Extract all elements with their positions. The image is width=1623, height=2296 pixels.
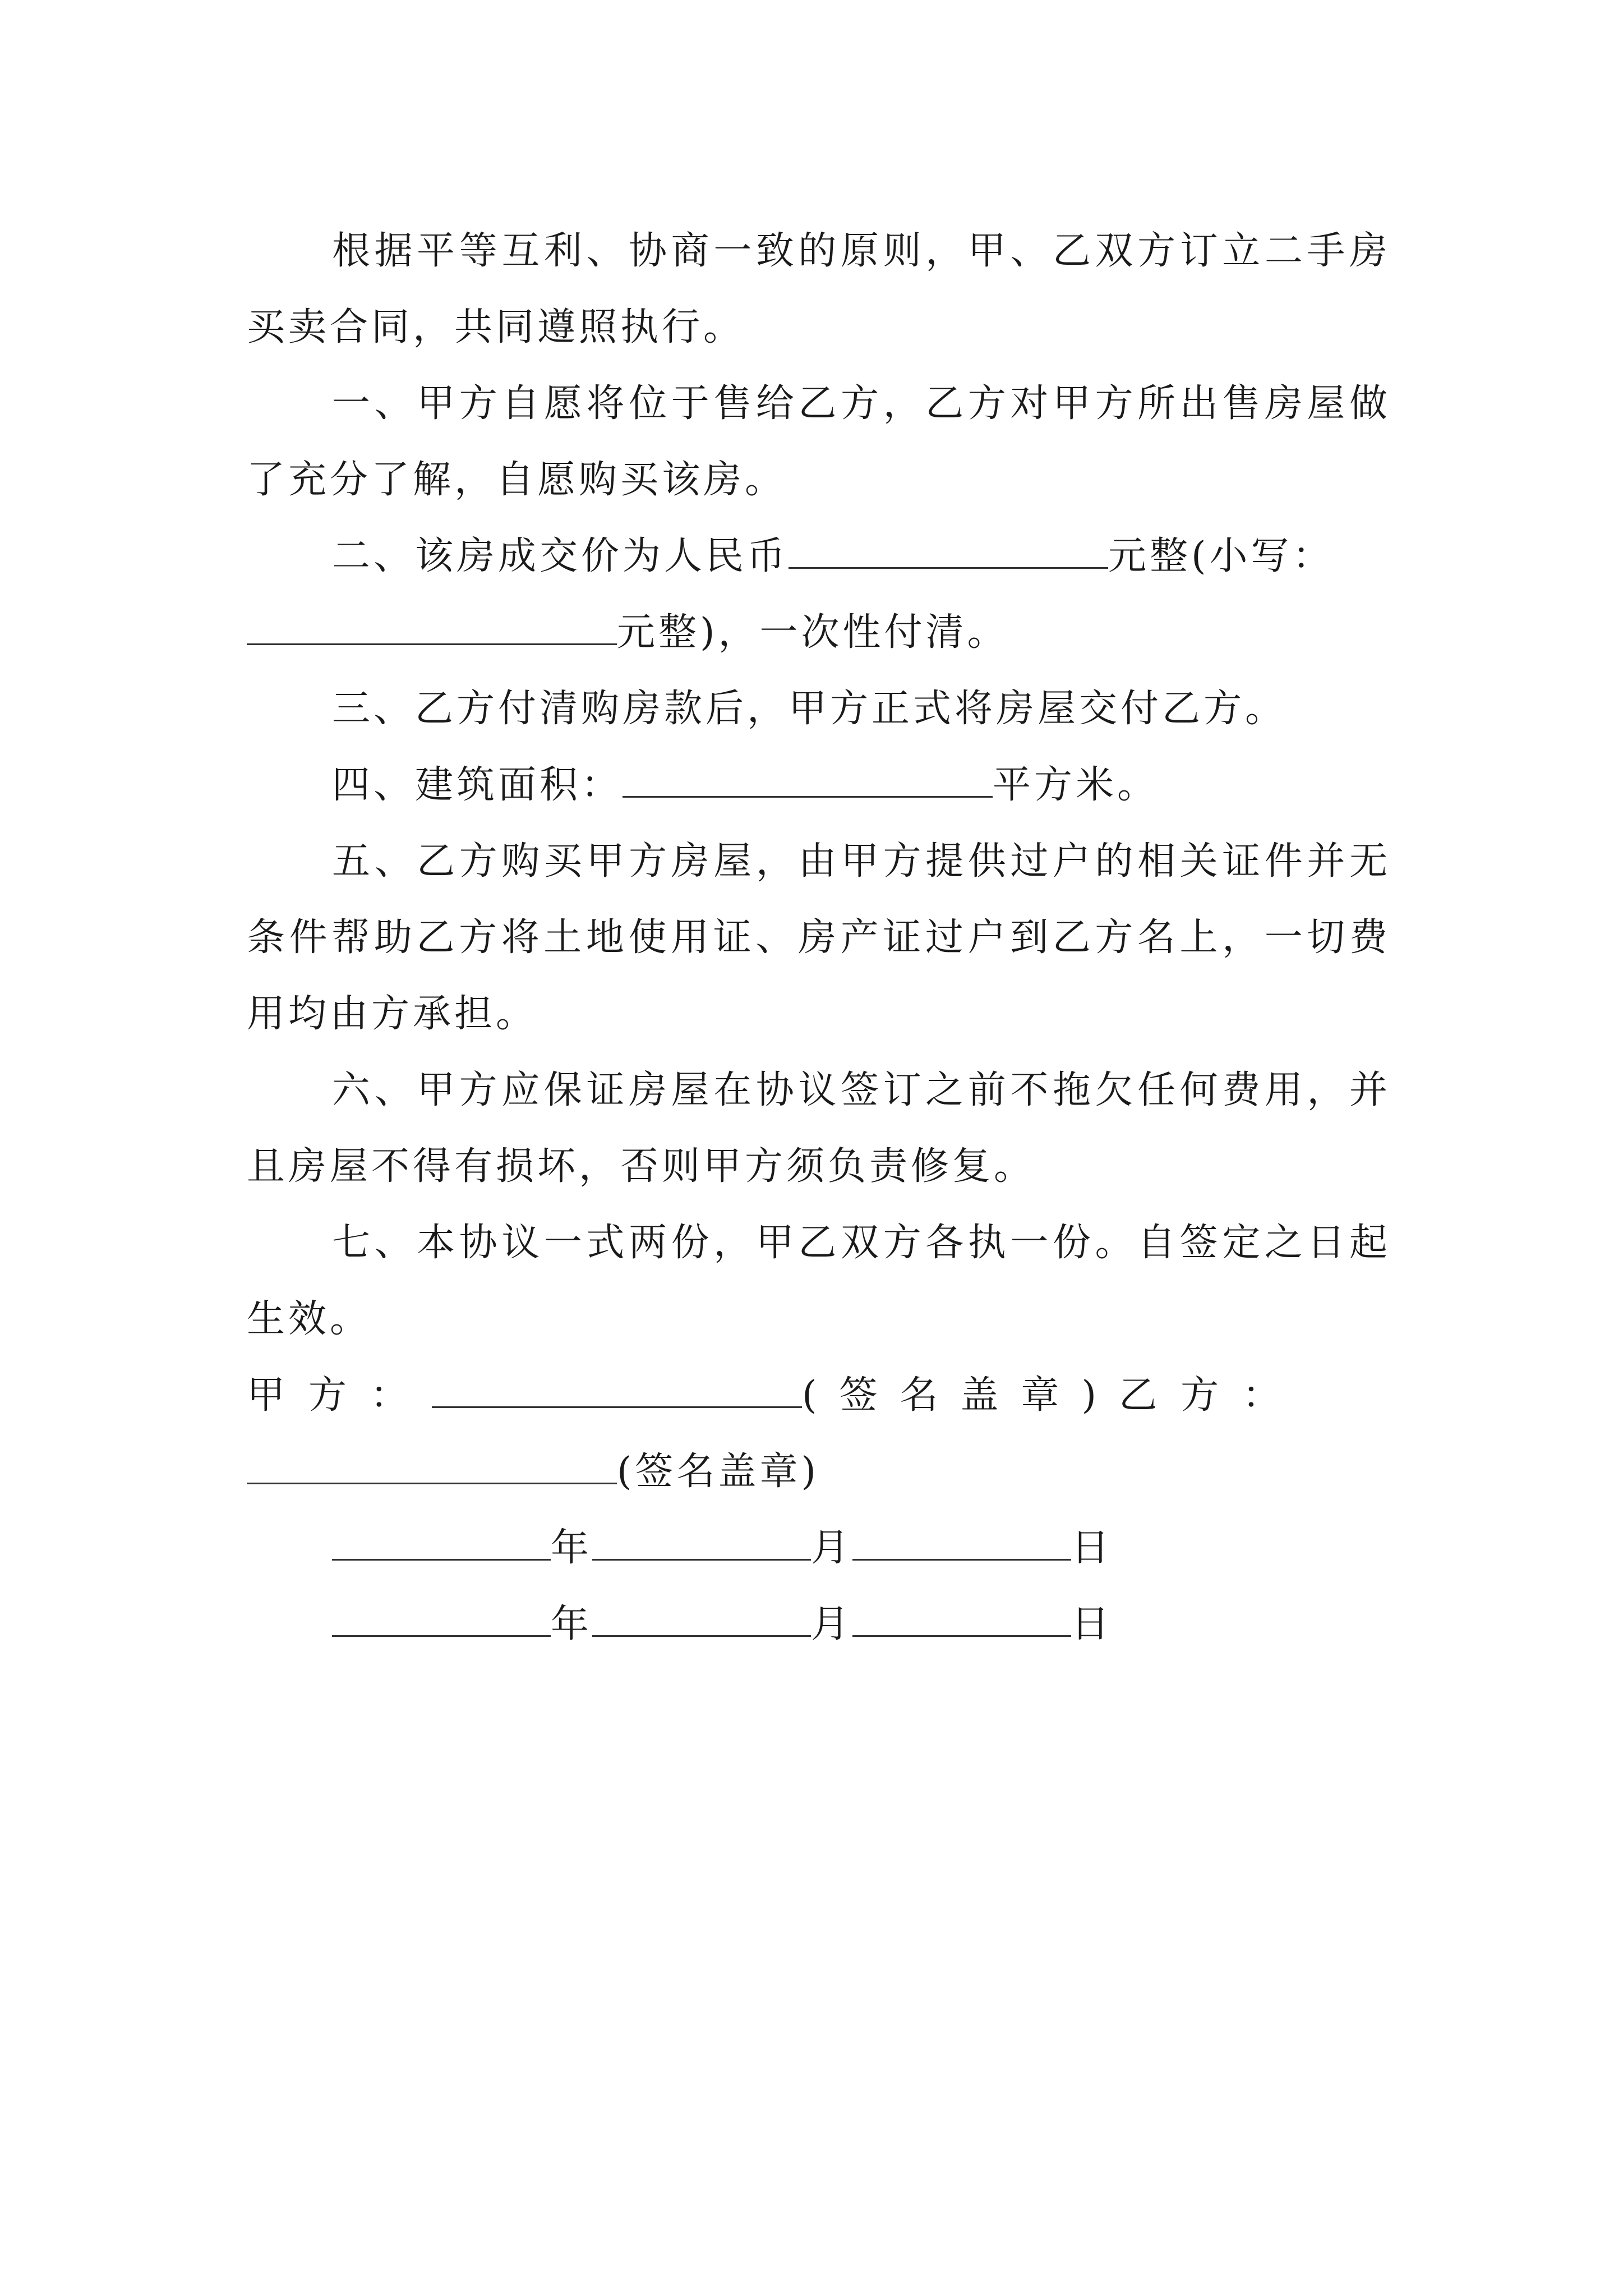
date-1-day-blank [852, 1527, 1071, 1561]
date-1-day-label: 日 [1071, 1526, 1113, 1570]
clause-5: 五、乙方购买甲方房屋，由甲方提供过户的相关证件并无条件帮助乙方将土地使用证、房产证过户到乙方名上，一切费用均由方承担。 [247, 839, 1391, 1036]
clause-4-text-a: 四、建筑面积： [332, 763, 623, 807]
clause-7: 七、本协议一式两份，甲乙双方各执一份。自签定之日起生效。 [247, 1221, 1391, 1341]
clause-2-text-b: 元整(小写： [1108, 534, 1334, 578]
date-2-day-label: 日 [1071, 1602, 1113, 1646]
date-1-month-label: 月 [811, 1526, 853, 1570]
party-a-label: 甲方： [247, 1373, 432, 1418]
date-2-month-label: 月 [811, 1602, 853, 1646]
price-small-blank [247, 612, 617, 645]
date-1-year-blank [332, 1527, 551, 1561]
date-line-2 [247, 1586, 1391, 1663]
clause-6: 六、甲方应保证房屋在协议签订之前不拖欠任何费用，并且房屋不得有损坏，否则甲方须负责修复。 [247, 1068, 1391, 1189]
price-blank [789, 536, 1108, 569]
date-2-month-blank [592, 1604, 811, 1637]
party-a-sign-blank [432, 1375, 802, 1408]
date-1-month-blank [592, 1527, 811, 1561]
contract-body [247, 213, 1391, 1663]
clause-4 [247, 747, 1391, 823]
date-2-day-blank [852, 1604, 1071, 1637]
date-2-year-label: 年 [551, 1602, 593, 1646]
clause-3: 三、乙方付清购房款后，甲方正式将房屋交付乙方。 [332, 687, 1287, 731]
date-2-year-blank [332, 1604, 551, 1637]
intro-paragraph: 根据平等互利、协商一致的原则，甲、乙双方订立二手房买卖合同，共同遵照执行。 [247, 229, 1391, 349]
area-blank [623, 765, 993, 798]
party-b-sign-note: (签名盖章) [617, 1450, 820, 1494]
clause-2 [247, 518, 1391, 671]
party-a-sign-note: (签名盖章) [802, 1373, 1119, 1418]
party-b-label: 乙方： [1119, 1373, 1304, 1418]
party-b-sign-blank [247, 1451, 617, 1484]
signature-block [247, 1358, 1391, 1510]
clause-1: 一、甲方自愿将位于售给乙方，乙方对甲方所出售房屋做了充分了解，自愿购买该房。 [247, 381, 1391, 502]
date-line-1 [247, 1510, 1391, 1586]
date-1-year-label: 年 [551, 1526, 593, 1570]
clause-2-text-a: 二、该房成交价为人民币 [332, 534, 789, 578]
clause-2-text-c: 元整)，一次性付清。 [617, 610, 1009, 655]
clause-4-text-b: 平方米。 [993, 763, 1159, 807]
